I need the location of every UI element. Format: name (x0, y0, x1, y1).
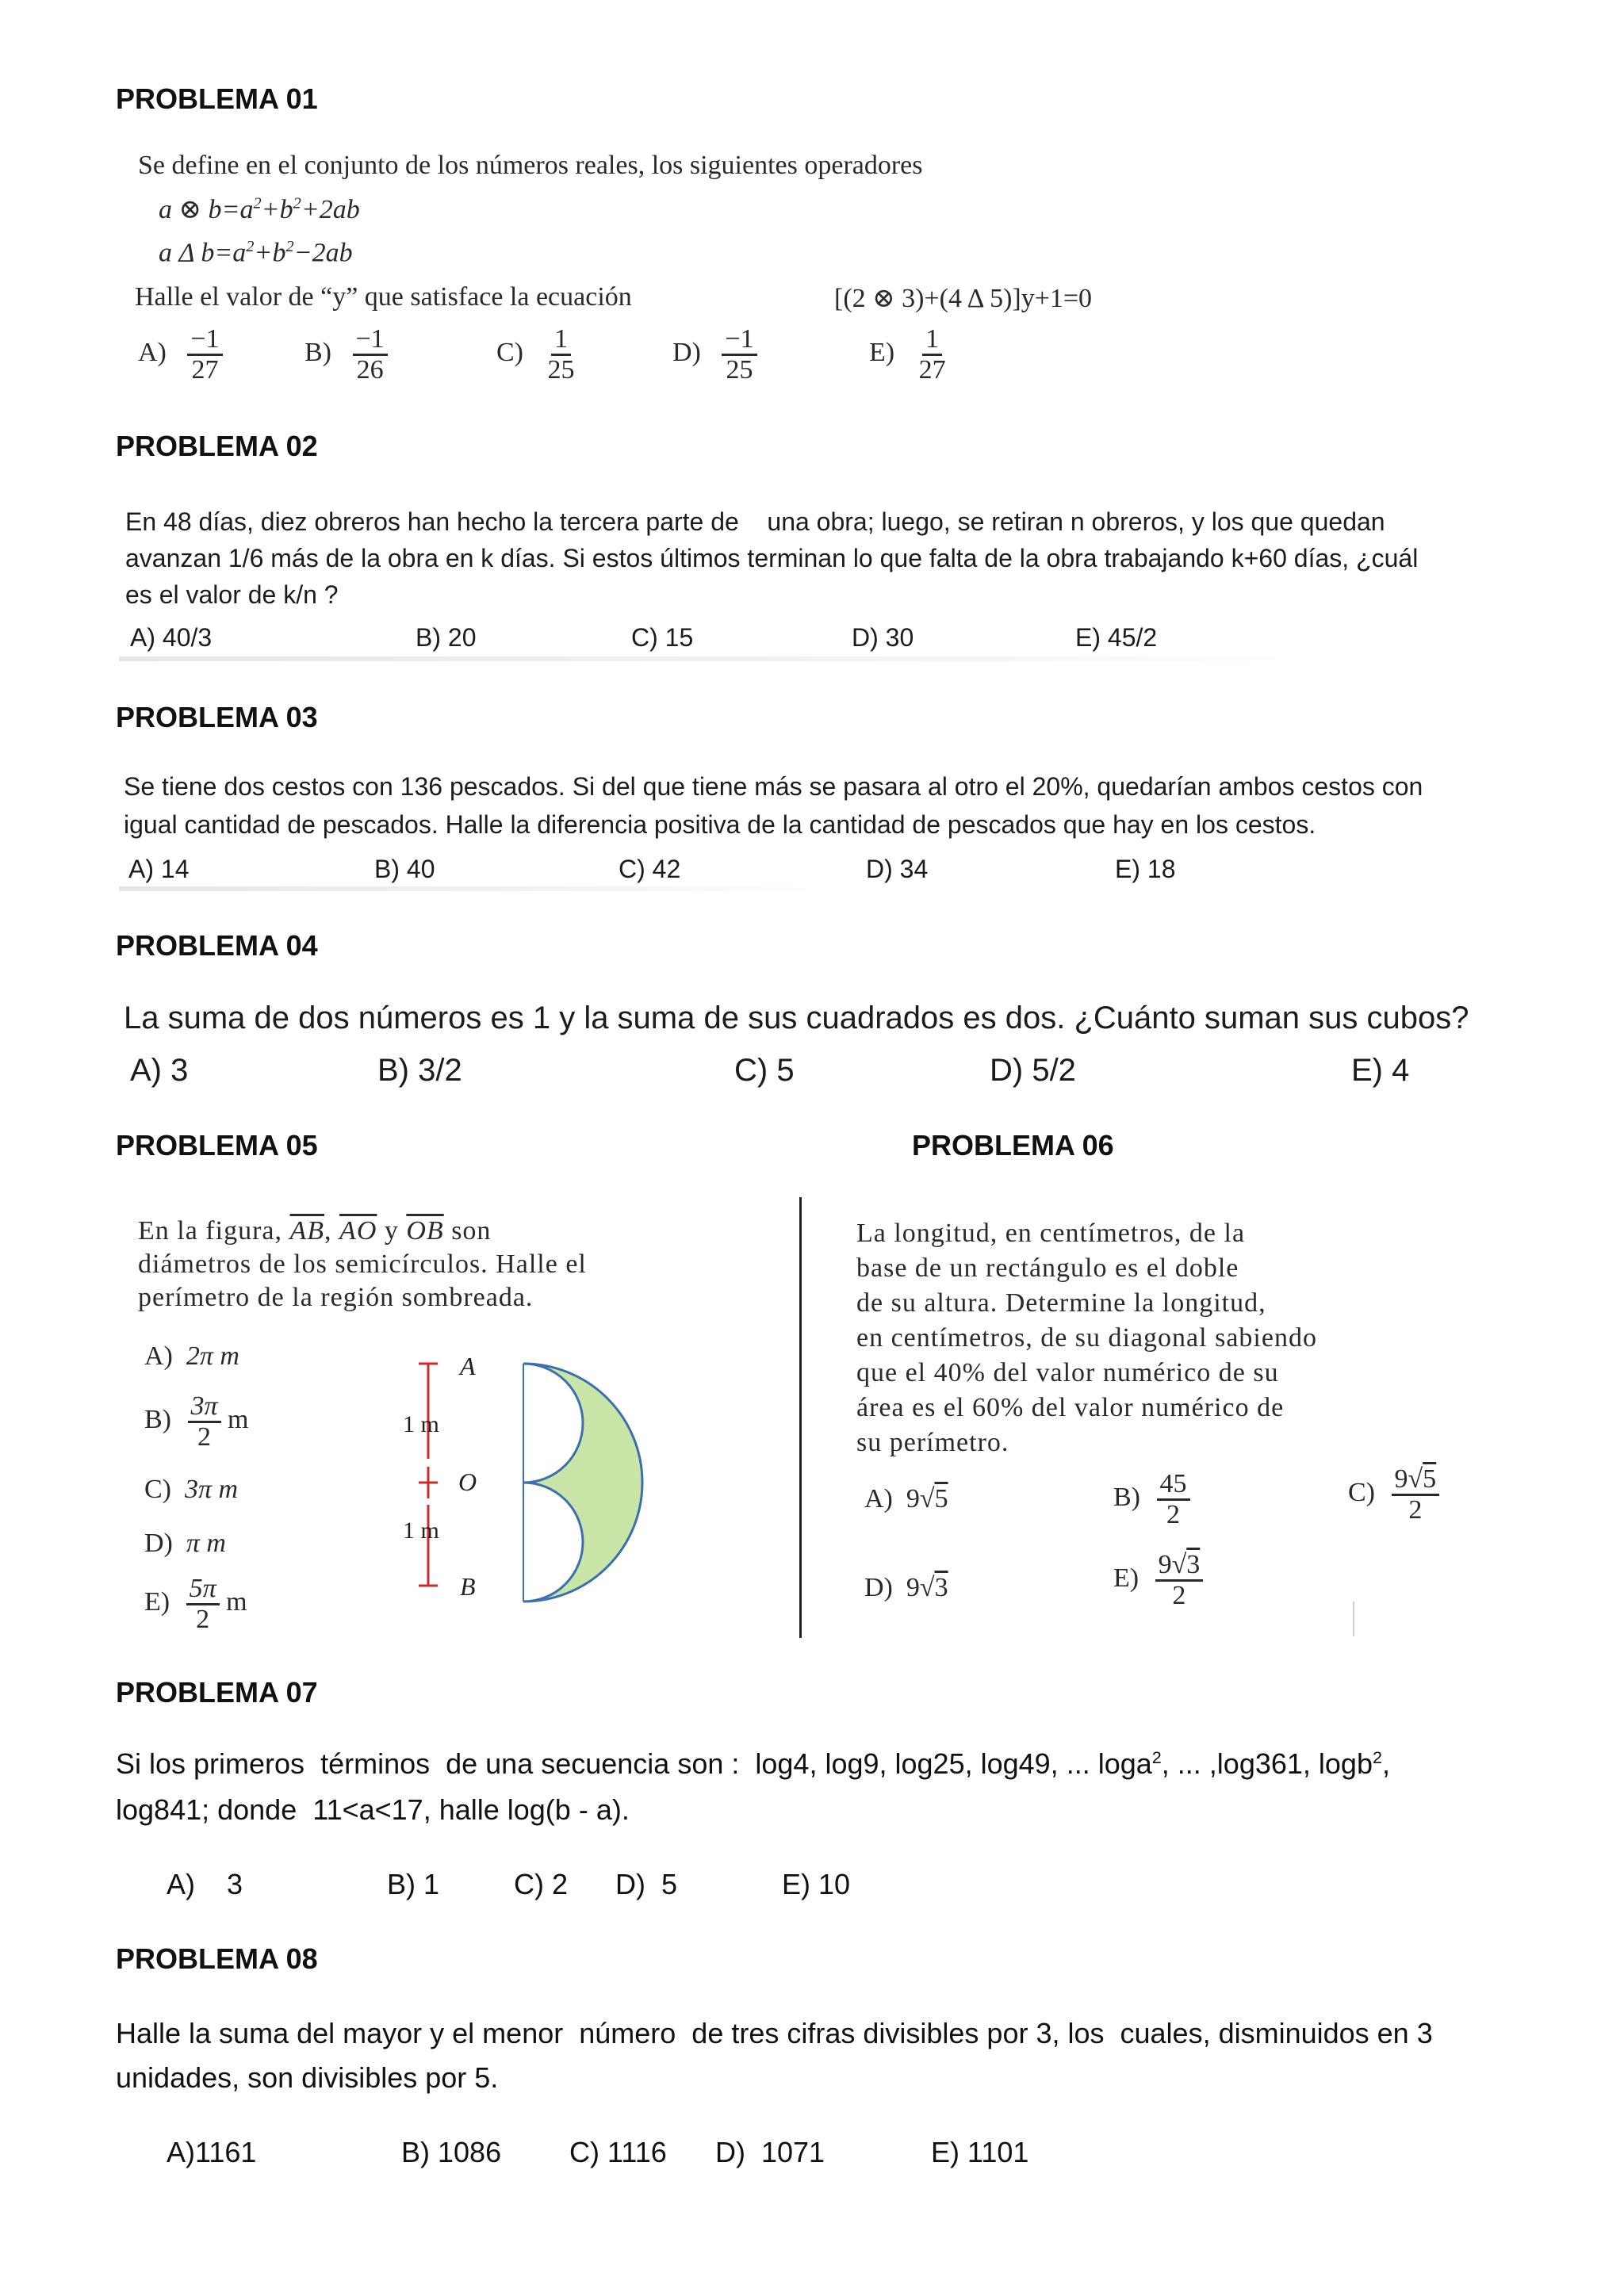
problem-06-option-a: A) 9√5 (864, 1484, 948, 1513)
option-d: D) 1071 (715, 2136, 825, 2168)
problem-02-divider (119, 656, 1324, 661)
option-e: E) 18 (1115, 855, 1176, 883)
problem-06-heading: PROBLEMA 06 (912, 1129, 1114, 1161)
option-c: C) $\frac{1}{25}$ (496, 324, 575, 385)
problem-01-operator-1: a ⊗ $b=a^2+b^2+2ab$ (159, 194, 360, 224)
option-b: B) 1086 (401, 2136, 502, 2168)
option-d: D) 34 (866, 855, 929, 883)
option-d: D) 5 (615, 1868, 678, 1900)
problem-02-heading: PROBLEMA 02 (116, 430, 318, 462)
option-c: C) 42 (619, 855, 681, 883)
option-e: E) 45/2 (1075, 623, 1158, 652)
problem-05-option-a: A) 2π m (144, 1341, 239, 1371)
problem-07-heading: PROBLEMA 07 (116, 1676, 318, 1709)
option-c: C) 1116 (569, 2136, 667, 2168)
option-a: A) 14 (128, 855, 190, 883)
artifact-line (1353, 1601, 1354, 1636)
option-e: E) 10 (782, 1868, 851, 1900)
problem-08-line-1: Halle la suma del mayor y el menor número de tres cifras divisibles por 3, los cuales, disminuidos en 3 (116, 2017, 1433, 2049)
problem-03-line-2: igual cantidad de pescados. Halle la diferencia positiva de la cantidad de pescados que hay en los cestos. (124, 810, 1316, 839)
problem-01-intro: Se define en el conjunto de los números reales, los siguientes operadores (138, 151, 923, 180)
problem-03-heading: PROBLEMA 03 (116, 701, 318, 733)
problem-01-equation: [(2 ⊗ 3)+(4 Δ 5)]y+1=0 (834, 284, 1093, 313)
option-a: A) 40/3 (130, 623, 213, 652)
shaded-region (523, 1364, 642, 1601)
option-b: B) 20 (416, 623, 477, 652)
problem-06-line-5: que el 40% del valor numérico de su (856, 1358, 1279, 1387)
option-e: E) 1101 (931, 2136, 1029, 2168)
problem-05-option-b: B) $\frac{3\pi}{2}$ m (144, 1391, 249, 1452)
option-c: C) 15 (631, 623, 694, 652)
semicircle-figure (396, 1348, 698, 1609)
problem-01-heading: PROBLEMA 01 (116, 82, 318, 115)
problem-03-options (128, 855, 1239, 886)
problem-04-options (130, 1053, 1478, 1093)
problem-06-line-7: su perímetro. (856, 1428, 1009, 1457)
option-b: B) 3/2 (377, 1053, 462, 1088)
problem-06-line-6: área es el 60% del valor numérico de (856, 1393, 1285, 1422)
problem-05-option-c: C) 3π m (144, 1475, 239, 1504)
problem-05-option-e: E) $\frac{5\pi}{2}$ m (144, 1574, 247, 1634)
problem-03-divider (119, 886, 833, 891)
problem-07-line-1: Si los primeros términos de una secuencia son : log4, log9, log25, log49, ... loga$^2$, ... ,log361, logb$^2$, (116, 1747, 1390, 1780)
problem-06-option-b: B) $\frac{45}{2}$ (1113, 1470, 1190, 1529)
problem-05-line-3: perímetro de la región sombreada. (138, 1283, 534, 1312)
option-e: E) 4 (1351, 1053, 1410, 1088)
problem-05-heading: PROBLEMA 05 (116, 1129, 318, 1161)
problem-04-heading: PROBLEMA 04 (116, 929, 318, 962)
option-e: E) $\frac{1}{27}$ (869, 324, 946, 385)
problem-02-line-2: avanzan 1/6 más de la obra en k días. Si estos últimos terminan lo que falta de la obra trabajando k+60 días, ¿cuál (125, 544, 1419, 572)
problem-06-option-c: C) $\frac{9√5}{2}$ (1348, 1465, 1439, 1524)
option-a: A)1161 (167, 2136, 257, 2168)
option-a: A) $\frac{-1}{27}$ (138, 325, 223, 384)
problem-08-heading: PROBLEMA 08 (116, 1942, 318, 1975)
problem-06-line-2: base de un rectángulo es el doble (856, 1253, 1239, 1283)
problem-08-options (167, 2136, 1118, 2171)
problem-05-line-2: diámetros de los semicírculos. Halle el (138, 1249, 587, 1279)
column-divider (799, 1197, 802, 1638)
problem-01-question: Halle el valor de “y” que satisface la ecuación (135, 282, 632, 312)
option-d: D) 30 (852, 623, 914, 652)
problem-06-option-d: D) 9√3 (864, 1573, 948, 1602)
option-b: B) $\frac{-1}{26}$ (304, 325, 388, 384)
problem-02-options (130, 623, 1320, 655)
problem-06-line-3: de su altura. Determine la longitud, (856, 1288, 1266, 1318)
problem-08-line-2: unidades, son divisibles por 5. (116, 2061, 499, 2094)
label-b: B (460, 1572, 476, 1601)
problem-02-line-3: es el valor de k/n ? (125, 580, 339, 609)
option-d: D) $\frac{-1}{25}$ (672, 325, 757, 384)
problem-06-line-1: La longitud, en centímetros, de la (856, 1219, 1246, 1248)
option-a: A) 3 (130, 1053, 189, 1088)
label-1m-bottom: 1 m (403, 1517, 439, 1544)
label-a: A (460, 1352, 476, 1380)
option-b: B) 1 (387, 1868, 440, 1900)
problem-05-option-d: D) π m (144, 1529, 226, 1558)
option-c: C) 2 (514, 1868, 569, 1900)
option-a: A) 3 (167, 1868, 243, 1900)
problem-07-options (167, 1868, 959, 1903)
label-1m-top: 1 m (403, 1411, 439, 1437)
problem-06-statement (856, 1216, 1317, 1460)
option-c: C) 5 (734, 1053, 795, 1088)
problem-07-line-2: log841; donde 11<a<17, halle log(b - a). (116, 1793, 630, 1826)
problem-01-operator-2: a Δ $b=a^2+b^2-2ab$ (159, 238, 353, 268)
problem-02-line-1: En 48 días, diez obreros han hecho la tercera parte de una obra; luego, se retiran n obreros, y los que quedan (125, 507, 1385, 536)
option-d: D) 5/2 (990, 1053, 1076, 1088)
problem-04-line-1: La suma de dos números es 1 y la suma de sus cuadrados es dos. ¿Cuánto suman sus cubos? (124, 1001, 1469, 1035)
label-o: O (458, 1468, 477, 1496)
problem-03-line-1: Se tiene dos cestos con 136 pescados. Si del que tiene más se pasara al otro el 20%, quedarían ambos cestos con (124, 772, 1423, 801)
problem-06-option-e: E) $\frac{9√3}{2}$ (1113, 1551, 1203, 1609)
option-b: B) 40 (374, 855, 435, 883)
problem-06-line-4: en centímetros, de su diagonal sabiendo (856, 1323, 1317, 1353)
problem-05-line-1: En la figura, $\overline{AB}$, $\overline{AO}$ y $\overline{OB}$ son (138, 1216, 492, 1246)
